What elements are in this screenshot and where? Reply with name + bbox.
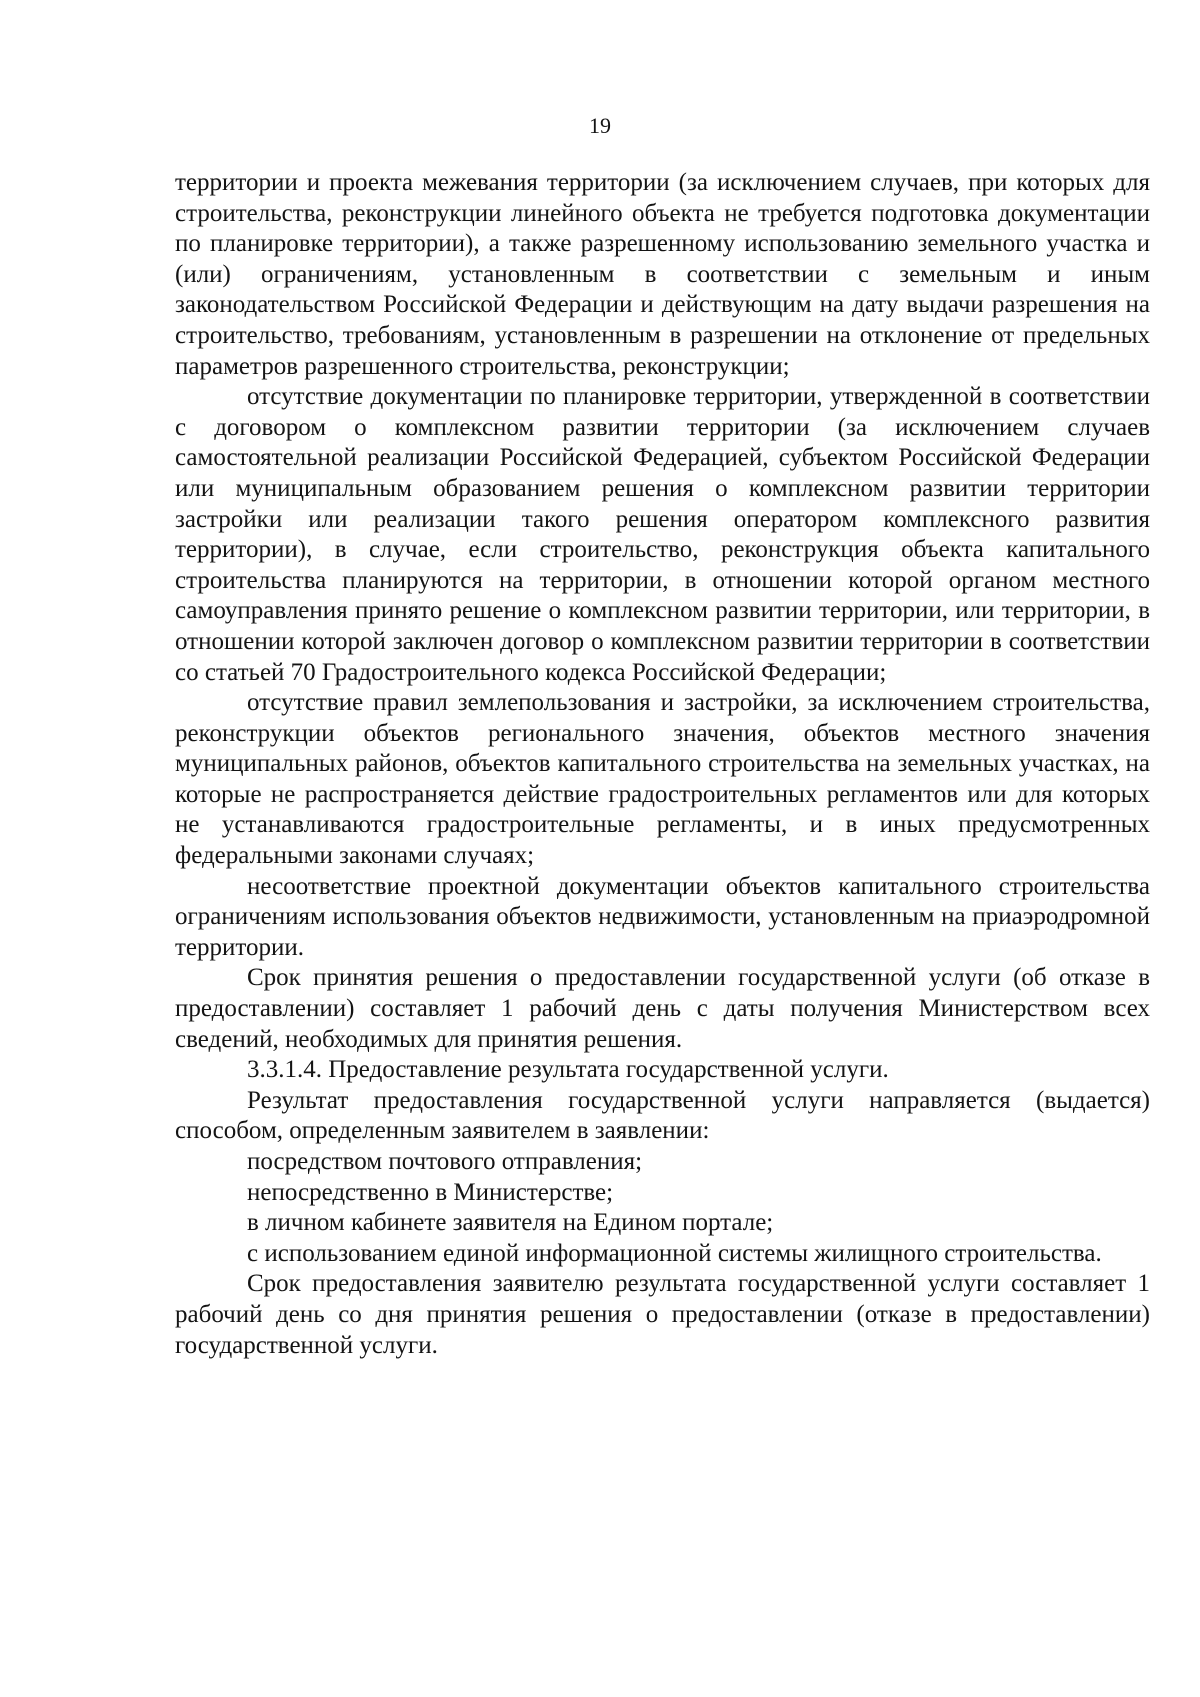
paragraph: посредством почтового отправления;: [247, 1148, 643, 1175]
page-number: 19: [589, 113, 611, 138]
paragraph: отсутствие правил землепользования и застройки, за исключением строительства, реконструкции объектов регионального значения, объектов местного значения муниципальных районов, объектов капитального строительства на земельных участках, на которые не распространяется действие градостроительных регламентов или для которых не устанавливаются градостроительные регламенты, и в иных предусмотренных федеральными законами случаях;: [175, 689, 1150, 870]
paragraph: несоответствие проектной документации объектов капитального строительства ограничениям использования объектов недвижимости, установленным на приаэродромной территории.: [175, 872, 1150, 961]
paragraph: 3.3.1.4. Предоставление результата государственной услуги.: [247, 1056, 889, 1084]
paragraph: Срок предоставления заявителю результата государственной услуги составляет 1 рабочий день со дня принятия решения о предоставлении (отказе в предоставлении) государственной услуги.: [175, 1270, 1150, 1359]
paragraph: Срок принятия решения о предоставлении государственной услуги (об отказе в предоставлении) составляет 1 рабочий день с даты получения Министерством всех сведений, необходимых для принятия решения.: [175, 964, 1150, 1053]
paragraph: Результат предоставления государственной услуги направляется (выдается) способом, определенным заявителем в заявлении:: [175, 1086, 1150, 1145]
paragraph: территории и проекта межевания территории (за исключением случаев, при которых для строительства, реконструкции линейного объекта не требуется подготовка документации по планировке территории), а также разрешенному использованию земельного участка и (или) ограничениям, установленным в соответствии с земельным и иным законодательством Российской Федерации и действующим на дату выдачи разрешения на строительство, требованиям, установленным в разрешении на отклонение от предельных параметров разрешенного строительства, реконструкции;: [175, 169, 1150, 380]
document-body: [175, 168, 1150, 1361]
paragraph: отсутствие документации по планировке территории, утвержденной в соответствии с договором о комплексном развитии территории (за исключением случаев самостоятельной реализации Российской Федерацией, субъектом Российской Федерации или муниципальным образованием решения о комплексном развитии территории застройки или реализации такого решения оператором комплексного развития территории), в случае, если строительство, реконструкция объекта капитального строительства планируются на территории, в отношении которой органом местного самоуправления принято решение о комплексном развитии территории, или территории, в отношении которой заключен договор о комплексном развитии территории в соответствии со статьей 70 Градостроительного кодекса Российской Федерации;: [175, 383, 1150, 686]
paragraph: в личном кабинете заявителя на Едином портале;: [247, 1209, 774, 1237]
paragraph: с использованием единой информационной системы жилищного строительства.: [247, 1239, 1102, 1267]
paragraph: непосредственно в Министерстве;: [247, 1178, 614, 1206]
